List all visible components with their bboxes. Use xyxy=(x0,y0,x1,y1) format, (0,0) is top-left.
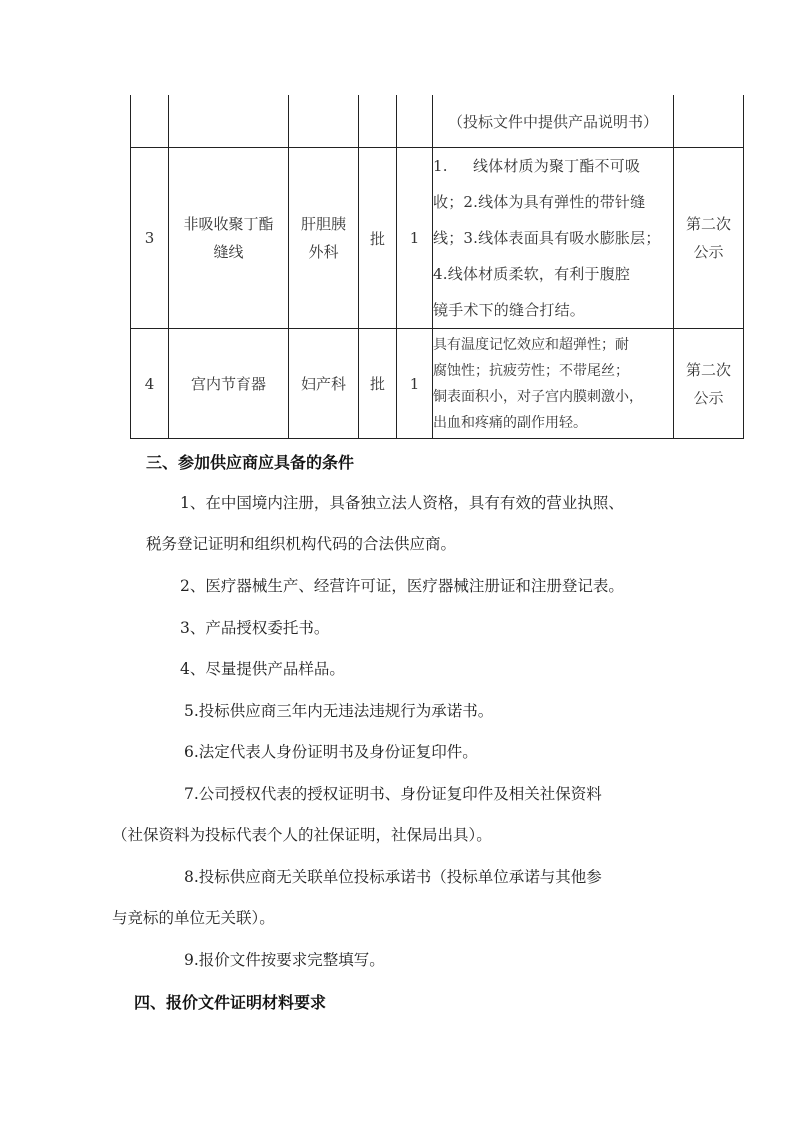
note-line: 公示 xyxy=(693,388,724,407)
note-line: 公示 xyxy=(693,243,724,261)
cell-dept xyxy=(289,148,359,329)
note-line: 第二次 xyxy=(685,360,731,379)
cell-note xyxy=(674,148,744,329)
cell-spec xyxy=(433,329,674,439)
cell-note xyxy=(674,329,744,439)
cell-no: 3 xyxy=(131,148,169,329)
paragraph-line: 4、尽量提供产品样品。 xyxy=(180,660,345,678)
spec-line: 铜表面积小，对子宫内膜刺激小， xyxy=(433,388,643,405)
spec-text: （投标文件中提供产品说明书） xyxy=(447,112,658,131)
dept-line: 肝胆胰 xyxy=(300,215,346,233)
paragraph-line: 2、医疗器械生产、经营许可证，医疗器械注册证和注册登记表。 xyxy=(180,577,624,595)
cell-name xyxy=(169,329,289,439)
spec-text xyxy=(433,148,673,328)
name-line: 缝线 xyxy=(213,243,244,261)
cell-unit: 批 xyxy=(359,329,397,439)
paragraph-line: 5.投标供应商三年内无违法违规行为承诺书。 xyxy=(184,702,494,720)
spec-lead: 1. xyxy=(433,157,448,175)
name-line: 非吸收聚丁酯 xyxy=(183,215,274,233)
product-table xyxy=(130,95,744,439)
dept-line: 外科 xyxy=(308,243,339,261)
cell-note xyxy=(674,95,744,148)
cell-qty xyxy=(397,95,433,148)
note-line: 第二次 xyxy=(685,215,731,233)
paragraph-line: 9.报价文件按要求完整填写。 xyxy=(184,951,385,969)
paragraph-line: 与竞标的单位无关联）。 xyxy=(112,909,275,927)
dept-line: 妇产科 xyxy=(300,374,346,393)
table-row xyxy=(131,329,744,439)
spec-text xyxy=(433,332,673,436)
cell-name xyxy=(169,148,289,329)
spec-line: 线体材质为聚丁酯不可吸 xyxy=(472,157,641,175)
paragraph-line: 6.法定代表人身份证明书及身份证复印件。 xyxy=(184,743,478,761)
paragraph-line: 1、在中国境内注册，具备独立法人资格，具有有效的营业执照、 xyxy=(180,494,624,512)
paragraph-line: 8.投标供应商无关联单位投标承诺书（投标单位承诺与其他参 xyxy=(184,868,602,886)
cell-qty: 1 xyxy=(397,148,433,329)
cell-spec xyxy=(433,148,674,329)
spec-line: 具有温度记忆效应和超弹性；耐 xyxy=(433,336,629,353)
paragraph-line: 税务登记证明和组织机构代码的合法供应商。 xyxy=(146,535,457,553)
name-line: 宫内节育器 xyxy=(190,374,266,393)
table-row xyxy=(131,95,744,148)
spec-line: 出血和疼痛的副作用轻。 xyxy=(433,414,587,431)
cell-unit xyxy=(359,95,397,148)
cell-no: 4 xyxy=(131,329,169,439)
paragraph-line: （社保资料为投标代表个人的社保证明，社保局出具）。 xyxy=(112,826,492,844)
cell-spec xyxy=(433,95,674,148)
cell-name xyxy=(169,95,289,148)
spec-line: 收；2.线体为具有弹性的带针缝 xyxy=(433,193,646,211)
cell-qty: 1 xyxy=(397,329,433,439)
cell-dept xyxy=(289,95,359,148)
cell-dept xyxy=(289,329,359,439)
cell-no xyxy=(131,95,169,148)
spec-line: 腐蚀性；抗疲劳性；不带尾丝； xyxy=(433,362,629,379)
spec-line: 镜手术下的缝合打结。 xyxy=(433,301,586,319)
section-heading: 三、参加供应商应具备的条件 xyxy=(146,453,355,472)
section-heading: 四、报价文件证明材料要求 xyxy=(134,993,327,1012)
table-row xyxy=(131,148,744,329)
spec-line: 线；3.线体表面具有吸水膨胀层； xyxy=(433,229,661,247)
paragraph-line: 3、产品授权委托书。 xyxy=(180,619,330,637)
paragraph-line: 7.公司授权代表的授权证明书、身份证复印件及相关社保资料 xyxy=(184,785,602,803)
spec-line: 4.线体材质柔软，有利于腹腔 xyxy=(433,265,631,283)
cell-unit: 批 xyxy=(359,148,397,329)
